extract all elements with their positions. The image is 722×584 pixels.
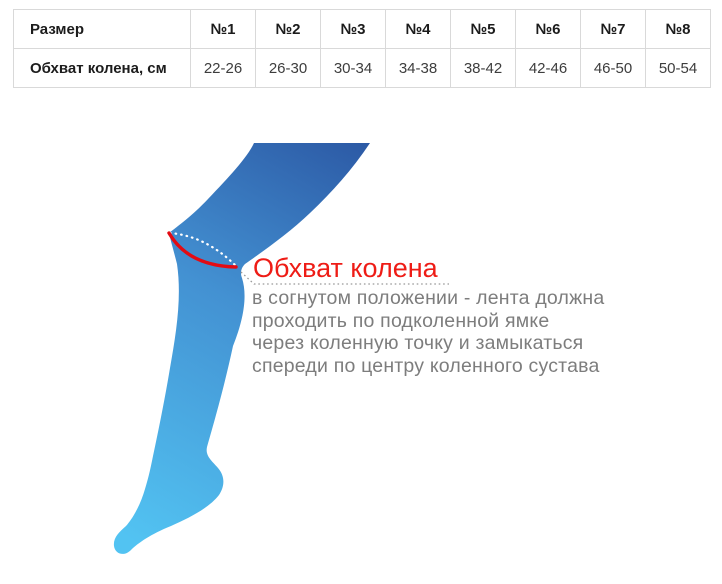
size-column-header-8: №8 <box>646 10 711 49</box>
measurement-description-line: в согнутом положении - лента должна <box>252 287 605 309</box>
size-value-cell-5: 38-42 <box>451 49 516 88</box>
measurement-description-line: через коленную точку и замыкаться <box>252 332 584 354</box>
size-value-cell-4: 34-38 <box>386 49 451 88</box>
measurement-description-line: проходить по подколенной ямке <box>252 309 550 332</box>
measurement-description <box>252 287 604 377</box>
size-table-header-size: Размер <box>14 10 191 49</box>
size-value-cell-2: 26-30 <box>256 49 321 88</box>
size-column-header-4: №4 <box>386 10 451 49</box>
size-column-header-5: №5 <box>451 10 516 49</box>
size-value-cell-7: 46-50 <box>581 49 646 88</box>
size-column-header-6: №6 <box>516 10 581 49</box>
size-column-header-7: №7 <box>581 10 646 49</box>
measurement-description-line: спереди по центру коленного сустава <box>252 354 600 377</box>
measurement-label: Обхват колена <box>253 253 438 283</box>
size-value-cell-6: 42-46 <box>516 49 581 88</box>
size-column-header-3: №3 <box>321 10 386 49</box>
size-value-cell-8: 50-54 <box>646 49 711 88</box>
size-column-header-1: №1 <box>191 10 256 49</box>
size-column-header-2: №2 <box>256 10 321 49</box>
size-value-cell-1: 22-26 <box>191 49 256 88</box>
row-label-knee-circumference: Обхват колена, см <box>14 49 191 88</box>
size-value-cell-3: 30-34 <box>321 49 386 88</box>
